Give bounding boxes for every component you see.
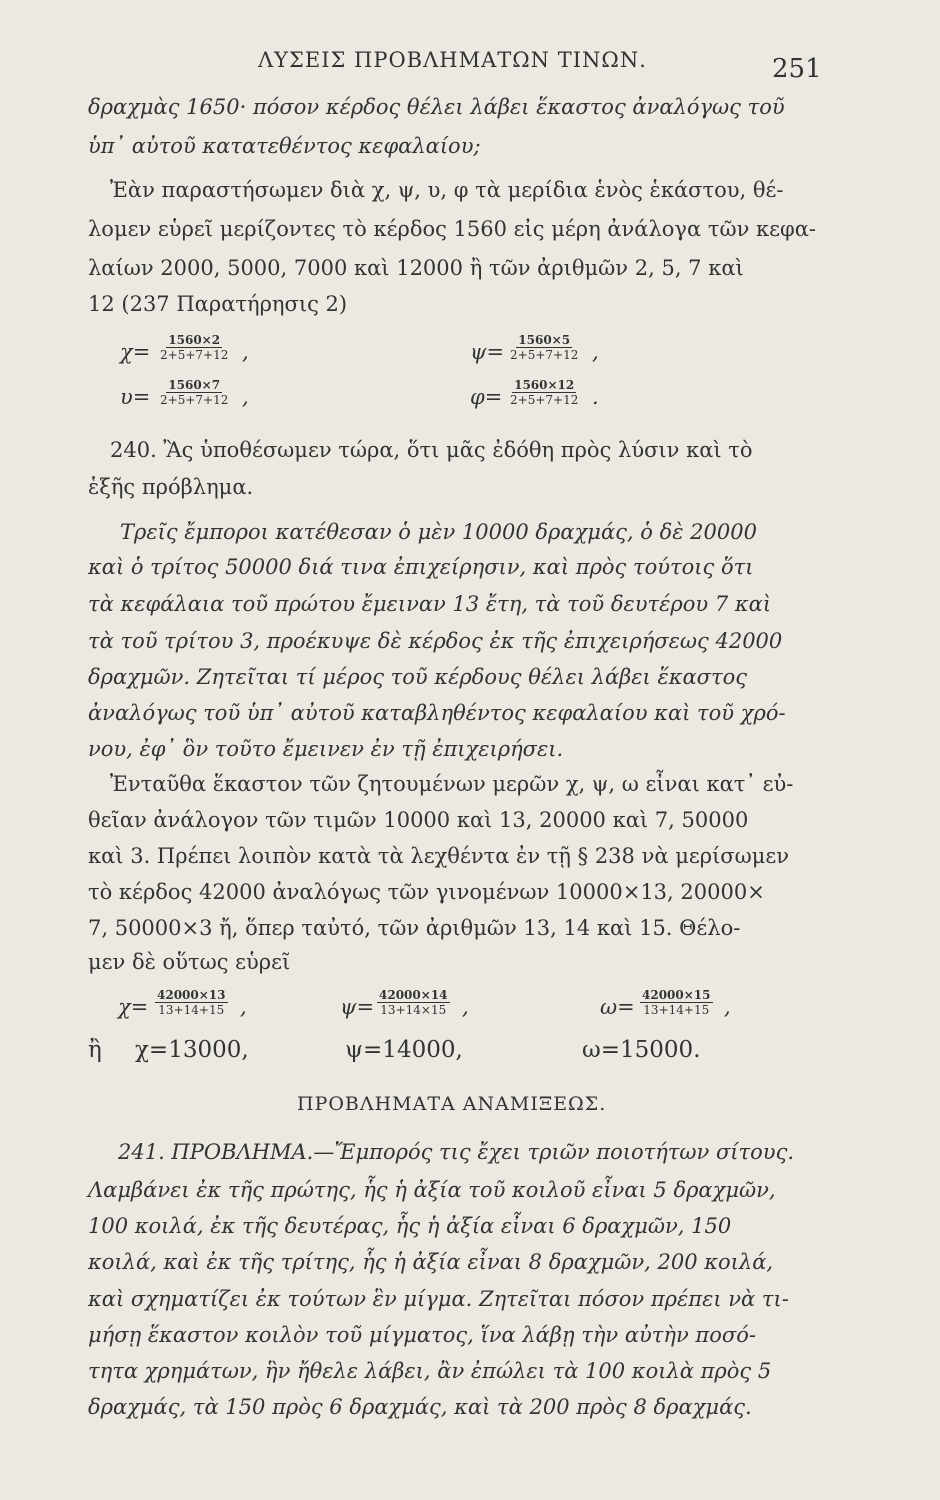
fraction-denominator: 13+14+15 [158,1003,225,1017]
text-line: καὶ ὁ τρίτος 50000 διά τινα ἐπιχείρησιν, καὶ πρὸς τούτοις ὅτι [88,555,754,579]
text-line: Λαμβάνει ἐκ τῆς πρώτης, ἧς ἡ ἀξία τοῦ κοιλοῦ εἶναι 5 δραχμῶν, [88,1178,776,1202]
text-line: κοιλά, καὶ ἐκ τῆς τρίτης, ἧς ἡ ἀξία εἶναι 8 δραχμῶν, 200 κοιλά, [88,1250,774,1274]
text-line: 241. ΠΡΟΒΛΗΜΑ.—Ἔμπορός τις ἔχει τριῶν ποιοτήτων σίτους. [118,1140,794,1164]
formula-tail: , [242,385,249,409]
formula-tail: , [242,340,249,364]
text-line: 12 (237 Παρατήρησις 2) [88,292,348,316]
formula-lhs: χ= [120,340,151,364]
text-line: ἀναλόγως τοῦ ὑπ᾽ αὐτοῦ καταβληθέντος κεφαλαίου καὶ τοῦ χρό- [88,701,786,725]
formula-fraction [155,988,228,1017]
formula-tail: , [462,995,469,1019]
text-line: τὰ τοῦ τρίτου 3, προέκυψε δὲ κέρδος ἐκ τῆς ἐπιχειρήσεως 42000 [88,629,783,653]
fraction-denominator: 2+5+7+12 [510,348,579,362]
formula-fraction [508,333,580,362]
text-line: μήσῃ ἕκαστον κοιλὸν τοῦ μίγματος, ἵνα λάβῃ τὴν αὐτὴν ποσό- [88,1323,756,1347]
formula-fraction [158,333,230,362]
formula-fraction [158,378,230,407]
text-line: μεν δὲ οὕτως εὑρεῖ [88,950,291,974]
text-line: 7, 50000×3 ἤ, ὅπερ ταὐτό, τῶν ἀριθμῶν 13, 14 καὶ 15. Θέλο- [88,916,741,940]
text-line: Ἐὰν παραστήσωμεν διὰ χ, ψ, υ, φ τὰ μερίδια ἑνὸς ἑκάστου, θέ- [110,178,784,202]
fraction-denominator: 2+5+7+12 [160,393,229,407]
formula-lhs: ψ= [470,340,505,364]
text-line: ἑξῆς πρόβλημα. [88,475,254,499]
text-line: δραχμῶν. Ζητεῖται τί μέρος τοῦ κέρδους θέλει λάβει ἕκαστος [88,665,748,689]
formula-fraction [377,988,450,1017]
formula-tail: , [240,995,247,1019]
fraction-numerator: 1560×2 [168,333,221,347]
fraction-numerator: 42000×15 [642,988,711,1002]
text-line: Ἐνταῦθα ἕκαστον τῶν ζητουμένων μερῶν χ, ψ, ω εἶναι κατ᾽ εὐ- [110,772,794,796]
text-line: καὶ σχηματίζει ἐκ τούτων ἓν μίγμα. Ζητεῖται πόσον πρέπει νὰ τι- [88,1287,789,1311]
text-line: 240. Ἂς ὑποθέσωμεν τώρα, ὅτι μᾶς ἐδόθη πρὸς λύσιν καὶ τὸ [110,438,753,462]
text-line: λομεν εὑρεῖ μερίζοντες τὸ κέρδος 1560 εἰς μέρη ἀνάλογα τῶν κεφα- [88,217,816,241]
page-number: 251 [772,54,822,84]
text-line: δραχμὰς 1650· πόσον κέρδος θέλει λάβει ἕκαστος ἀναλόγως τοῦ [88,95,785,119]
text-line: 100 κοιλά, ἐκ τῆς δευτέρας, ἧς ἡ ἀξία εἶναι 6 δραχμῶν, 150 [88,1214,732,1238]
formula-fraction [640,988,713,1017]
result-y: ψ=14000, [345,1037,463,1063]
text-line: λαίων 2000, 5000, 7000 καὶ 12000 ἢ τῶν ἀριθμῶν 2, 5, 7 καὶ [88,256,744,280]
text-line: καὶ 3. Πρέπει λοιπὸν κατὰ τὰ λεχθέντα ἐν τῇ § 238 νὰ μερίσωμεν [88,844,790,868]
formula-lhs: φ= [470,385,503,409]
text-line: τητα χρημάτων, ἣν ἤθελε λάβει, ἂν ἐπώλει τὰ 100 κοιλὰ πρὸς 5 [88,1359,772,1383]
fraction-numerator: 1560×12 [514,378,575,392]
fraction-numerator: 1560×5 [518,333,571,347]
result-w: ω=15000. [582,1037,701,1063]
fraction-numerator: 42000×14 [379,988,448,1002]
result-x: χ=13000, [135,1037,249,1063]
text-line: τὰ κεφάλαια τοῦ πρώτου ἔμειναν 13 ἔτη, τὰ τοῦ δευτέρου 7 καὶ [88,592,772,616]
text-line: νου, ἐφ᾽ ὃν τοῦτο ἔμεινεν ἐν τῇ ἐπιχειρήσει. [88,737,564,761]
text-line: τὸ κέρδος 42000 ἀναλόγως τῶν γινομένων 10000×13, 20000× [88,880,765,904]
fraction-denominator: 13+14+15 [643,1003,710,1017]
formula-fraction [508,378,580,407]
text-line: ὑπ᾽ αὐτοῦ κατατεθέντος κεφαλαίου; [88,134,481,158]
running-header: ΛΥΣΕΙΣ ΠΡΟΒΛΗΜΑΤΩΝ ΤΙΝΩΝ. [258,48,647,72]
text-line: δραχμάς, τὰ 150 πρὸς 6 δραχμάς, καὶ τὰ 200 πρὸς 8 δραχμάς. [88,1395,752,1419]
formula-tail: , [724,995,731,1019]
text-line: Τρεῖς ἔμποροι κατέθεσαν ὁ μὲν 10000 δραχμάς, ὁ δὲ 20000 [120,520,757,544]
formula-lhs: υ= [120,385,151,409]
fraction-numerator: 1560×7 [168,378,221,392]
section-title: ΠΡΟΒΛΗΜΑΤΑ ΑΝΑΜΙΞΕΩΣ. [297,1093,607,1115]
fraction-numerator: 42000×13 [157,988,226,1002]
result-or: ἢ [88,1037,102,1063]
formula-lhs: ω= [600,995,635,1019]
fraction-denominator: 2+5+7+12 [160,348,229,362]
text-line: θεῖαν ἀνάλογον τῶν τιμῶν 10000 καὶ 13, 20000 καὶ 7, 50000 [88,808,749,832]
formula-tail: , [592,340,599,364]
fraction-denominator: 13+14×15 [380,1003,447,1017]
fraction-denominator: 2+5+7+12 [510,393,579,407]
formula-lhs: ψ= [340,995,375,1019]
formula-lhs: χ= [118,995,149,1019]
formula-tail: . [592,385,599,409]
